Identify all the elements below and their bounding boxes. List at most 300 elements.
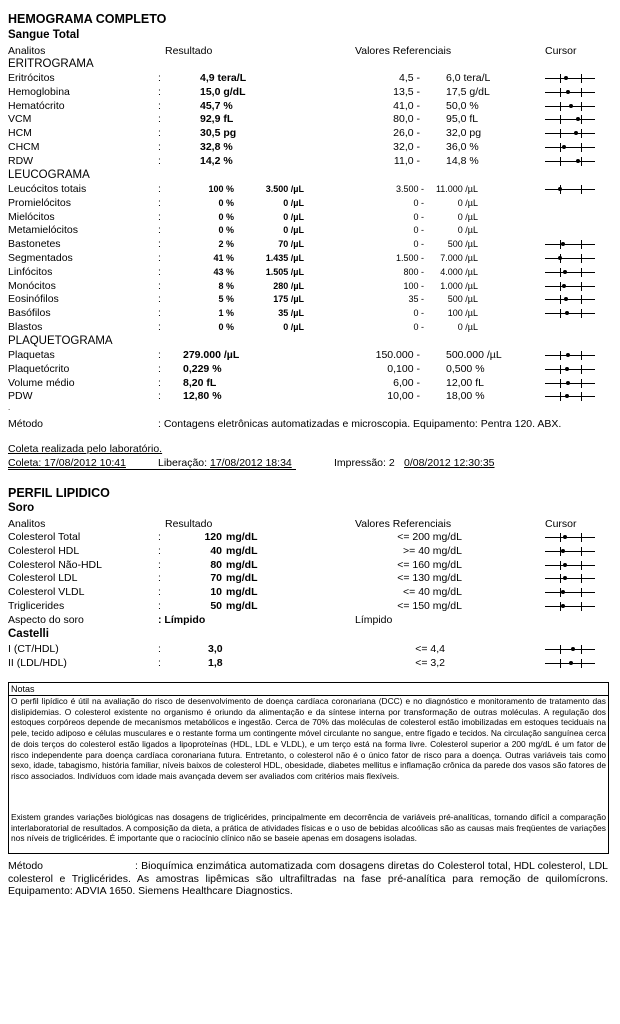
ref-low: 0 - <box>413 322 424 332</box>
cursor-tick <box>560 561 561 570</box>
ref-value: <= 200 mg/dL <box>397 531 462 543</box>
ref-high: 4.000 /µL <box>440 266 478 277</box>
ref-low: 4,5 - <box>398 72 420 84</box>
cursor-tick <box>581 588 582 597</box>
castelli-ref: <= 3,2 <box>415 656 445 669</box>
ref-value: >= 40 mg/dL <box>403 544 462 557</box>
analito-percent: 0 % <box>218 197 234 208</box>
colon: : <box>158 376 161 389</box>
analito-name: Hematócrito <box>8 99 65 112</box>
notes-box <box>8 682 609 854</box>
cursor-gauge <box>545 561 595 570</box>
coleta-underline <box>8 469 296 470</box>
section-leucograma: LEUCOGRAMA <box>8 169 90 181</box>
cursor-line <box>545 396 595 397</box>
analito-percent: 100 % <box>208 184 234 194</box>
analito-name: Monócitos <box>8 279 56 292</box>
cursor-gauge <box>545 143 595 152</box>
cursor-tick <box>560 574 561 583</box>
cursor-line <box>545 189 595 190</box>
analito-name: Mielócitos <box>8 210 55 223</box>
cursor-tick <box>560 309 561 318</box>
impressao-datetime: 0/08/2012 12:30:35 <box>404 457 495 469</box>
cursor-marker <box>574 131 578 135</box>
ref-high: 7.000 /µL <box>440 253 478 263</box>
ref-high: 14,8 % <box>446 154 479 167</box>
cursor-marker <box>563 576 567 580</box>
cursor-line <box>545 592 595 593</box>
ref-low: 0 - <box>413 211 424 222</box>
analito-absolute: 70 /µL <box>278 239 304 250</box>
ref-low: 6,00 - <box>393 376 420 389</box>
cursor-line <box>545 565 595 566</box>
lip-metodo-label: Método <box>8 860 44 872</box>
cursor-tick <box>581 88 582 97</box>
analito-absolute: 1.505 /µL <box>265 266 304 277</box>
ref-high: 17,5 g/dL <box>446 85 490 98</box>
cursor-marker <box>576 159 580 163</box>
castelli-ref: <= 4,4 <box>415 643 445 655</box>
colon: : <box>158 252 161 264</box>
colon: : <box>158 127 161 140</box>
analito-result: 80 <box>210 558 222 571</box>
cursor-marker <box>561 242 565 246</box>
analito-name: Eosinófilos <box>8 293 59 306</box>
analito-absolute: 0 /µL <box>283 225 304 236</box>
cursor-line <box>545 606 595 607</box>
analito-unit: mg/dL <box>226 531 258 543</box>
analito-percent: 0 % <box>218 211 234 222</box>
cursor-gauge <box>545 240 595 249</box>
cursor-marker <box>576 117 580 121</box>
castelli-name: II (LDL/HDL) <box>8 656 67 669</box>
cursor-gauge <box>545 268 595 277</box>
ref-low: 10,00 - <box>387 390 420 403</box>
analito-result: 40 <box>210 544 222 557</box>
cursor-tick <box>581 282 582 291</box>
cursor-line <box>545 383 595 384</box>
cursor-tick <box>581 143 582 152</box>
cursor-gauge <box>545 659 595 668</box>
colon: : <box>158 85 161 98</box>
colon: : <box>158 572 161 585</box>
cursor-tick <box>581 74 582 83</box>
analito-name: Colesterol HDL <box>8 544 80 557</box>
cursor-line <box>545 578 595 579</box>
ref-low: 11,0 - <box>393 154 420 167</box>
analito-absolute: 35 /µL <box>278 308 304 319</box>
colon: : <box>158 390 161 403</box>
analito-name: VCM <box>8 113 32 126</box>
cursor-tick <box>581 240 582 249</box>
castelli-name: I (CT/HDL) <box>8 643 59 655</box>
analito-percent: 0 % <box>218 225 234 236</box>
analito-name: Blastos <box>8 321 43 333</box>
cursor-marker <box>563 270 567 274</box>
analito-result: 30,5 pg <box>200 127 237 140</box>
cursor-tick <box>581 185 582 194</box>
analito-name: Metamielócitos <box>8 224 79 237</box>
aspecto-label: Aspecto do soro <box>8 614 84 626</box>
cursor-marker <box>558 187 562 191</box>
cursor-gauge <box>545 74 595 83</box>
cursor-gauge <box>545 602 595 611</box>
analito-name: Colesterol Total <box>8 531 81 543</box>
cursor-line <box>545 649 595 650</box>
analito-name: Segmentados <box>8 252 73 264</box>
cursor-gauge <box>545 129 595 138</box>
ref-high: 500 /µL <box>447 239 478 250</box>
analito-absolute: 3.500 /µL <box>265 184 304 194</box>
lip-header-resultado: Resultado <box>165 518 213 530</box>
impressao-label: Impressão: 2 <box>334 457 395 469</box>
analito-name: Plaquetócrito <box>8 362 70 375</box>
cursor-tick <box>560 351 561 360</box>
cursor-gauge <box>545 157 595 166</box>
cursor-tick <box>560 379 561 388</box>
analito-result: 14,2 % <box>200 154 233 167</box>
analito-result: 32,8 % <box>200 141 233 153</box>
cursor-tick <box>560 268 561 277</box>
cursor-marker <box>563 563 567 567</box>
cursor-line <box>545 258 595 259</box>
analito-name: HCM <box>8 127 32 140</box>
cursor-gauge <box>545 115 595 124</box>
analito-unit: mg/dL <box>226 558 258 571</box>
coleta-datetime: Coleta: 17/08/2012 10:41 <box>8 457 126 469</box>
colon: : <box>158 586 161 599</box>
analito-absolute: 0 /µL <box>283 211 304 222</box>
analito-absolute: 0 /µL <box>283 197 304 208</box>
header-cursor: Cursor <box>545 45 577 57</box>
cursor-tick <box>560 115 561 124</box>
ref-high: 50,0 % <box>446 99 479 112</box>
cursor-tick <box>560 282 561 291</box>
header-valores-referenciais: Valores Referenciais <box>355 45 452 57</box>
analito-percent: 1 % <box>218 308 234 319</box>
ref-high: 0,500 % <box>446 362 485 375</box>
ref-high: 11.000 /µL <box>435 184 478 194</box>
cursor-tick <box>581 533 582 542</box>
ref-low: 800 - <box>403 266 424 277</box>
analito-name: Colesterol Não-HDL <box>8 558 102 571</box>
cursor-line <box>545 313 595 314</box>
analito-name: Basófilos <box>8 307 51 320</box>
cursor-gauge <box>545 379 595 388</box>
cursor-gauge <box>545 185 595 194</box>
cursor-tick <box>581 547 582 556</box>
analito-name: CHCM <box>8 141 40 153</box>
cursor-gauge <box>545 588 595 597</box>
section-plaquetograma: PLAQUETOGRAMA <box>8 335 113 347</box>
analito-name: Hemoglobina <box>8 85 70 98</box>
colon: : <box>158 656 161 669</box>
analito-result: 70 <box>210 572 222 585</box>
cursor-marker <box>563 535 567 539</box>
analito-name: Linfócitos <box>8 265 53 278</box>
ref-value: <= 160 mg/dL <box>397 558 462 571</box>
analito-name: Bastonetes <box>8 238 61 251</box>
cursor-gauge <box>545 102 595 111</box>
cursor-gauge <box>545 88 595 97</box>
cursor-tick <box>581 102 582 111</box>
cursor-tick <box>581 268 582 277</box>
header-resultado: Resultado <box>165 45 213 57</box>
analito-name: RDW <box>8 154 34 167</box>
ref-high: 1.000 /µL <box>440 280 478 291</box>
colon: : <box>158 321 161 333</box>
cursor-tick <box>581 157 582 166</box>
colon: : <box>158 265 161 278</box>
ref-high: 6,0 tera/L <box>446 72 491 84</box>
ref-low: 0 - <box>413 225 424 236</box>
cursor-marker <box>565 367 569 371</box>
lip-header-valores: Valores Referenciais <box>355 518 452 530</box>
analito-percent: 8 % <box>218 280 234 291</box>
cursor-line <box>545 551 595 552</box>
colon: : <box>158 293 161 306</box>
ref-high: 100 /µL <box>447 308 478 319</box>
analito-absolute: 1.435 /µL <box>265 253 304 263</box>
ref-high: 12,00 fL <box>446 376 484 389</box>
ref-low: 32,0 - <box>393 141 420 153</box>
colon: : <box>158 643 161 655</box>
analito-name: Promielócitos <box>8 196 72 209</box>
castelli-title: Castelli <box>8 628 49 640</box>
analito-name: Triglicerides <box>8 600 65 612</box>
cursor-tick <box>581 645 582 654</box>
ref-low: 26,0 - <box>393 127 420 140</box>
cursor-gauge <box>545 254 595 263</box>
cursor-marker <box>565 311 569 315</box>
colon: : <box>158 600 161 612</box>
colon: : <box>158 113 161 126</box>
cursor-line <box>545 147 595 148</box>
cursor-line <box>545 369 595 370</box>
liberacao-label: Liberação: <box>158 457 208 469</box>
colon: : <box>158 531 161 543</box>
analito-result: 279.000 /µL <box>183 349 240 361</box>
analito-result: 4,9 tera/L <box>200 72 247 84</box>
cursor-tick <box>581 295 582 304</box>
analito-percent: 43 % <box>213 266 234 277</box>
cursor-marker <box>558 256 562 260</box>
lip-metodo-text: : Bioquímica enzimática automatizada com dosagens diretas do Colesterol total, HDL colesterol, LDL colesterol e Triglicérides. As amostras lipêmicas são ultrafiltradas na fase pré-analítica para remoção de quilomícrons. Equipamento: ADVIA 1650. Siemens Healthcare Diagnostics. <box>8 860 608 897</box>
colon: : <box>158 196 161 209</box>
cursor-gauge <box>545 547 595 556</box>
ref-high: 0 /µL <box>457 322 478 332</box>
hemo-metodo-text: : Contagens eletrônicas automatizadas e microscopia. Equipamento: Pentra 120. ABX. <box>158 418 562 430</box>
notes-header: Notas <box>9 683 608 696</box>
analito-name: Plaquetas <box>8 349 55 361</box>
colon: : <box>158 210 161 223</box>
lip-metodo <box>8 860 608 898</box>
cursor-gauge <box>545 645 595 654</box>
analito-unit: mg/dL <box>226 586 258 599</box>
cursor-tick <box>560 659 561 668</box>
cursor-line <box>545 161 595 162</box>
cursor-tick <box>560 74 561 83</box>
cursor-tick <box>560 533 561 542</box>
analito-result: 120 <box>204 531 222 543</box>
colon: : <box>158 224 161 237</box>
header-analitos: Analitos <box>8 45 46 57</box>
colon: : <box>158 99 161 112</box>
ref-value: <= 150 mg/dL <box>397 600 462 612</box>
cursor-tick <box>581 392 582 401</box>
cursor-gauge <box>545 574 595 583</box>
colon: : <box>158 558 161 571</box>
analito-absolute: 280 /µL <box>273 280 304 291</box>
cursor-tick <box>581 254 582 263</box>
cursor-tick <box>560 102 561 111</box>
hemograma-title: HEMOGRAMA COMPLETO <box>8 12 167 26</box>
cursor-tick <box>581 129 582 138</box>
ref-high: 32,0 pg <box>446 127 482 140</box>
colon: : <box>158 307 161 320</box>
analito-name: Leucócitos totais <box>8 183 87 195</box>
cursor-marker <box>561 549 565 553</box>
coleta-note: Coleta realizada pelo laboratório. <box>8 443 163 455</box>
notes-paragraph-2: Existem grandes variações biológicas nas dosagens de triglicérides, principalmente em decorrência de variáveis pré-analíticas, tornando difícil a comparação interlaboratorial de resultados. A composição da dieta, a prática de atividades físicas e o uso de bebidas alcoólicas são as causas mais freqüentes de variações nos níveis de triglicérides. É importante que o raciocínio clínico não se baseie apenas em dosagens isoladas. <box>11 812 606 844</box>
analito-name: Eritrócitos <box>8 72 55 84</box>
aspecto-ref: Límpido <box>355 614 393 626</box>
cursor-tick <box>560 129 561 138</box>
colon: : <box>158 183 161 195</box>
analito-result: 50 <box>210 600 222 612</box>
ref-high: 0 /µL <box>457 225 478 236</box>
cursor-line <box>545 119 595 120</box>
ref-high: 18,00 % <box>446 390 485 403</box>
cursor-marker <box>566 90 570 94</box>
cursor-tick <box>581 574 582 583</box>
cursor-marker <box>561 604 565 608</box>
cursor-gauge <box>545 351 595 360</box>
castelli-value: 1,8 <box>208 656 223 669</box>
lip-header-cursor: Cursor <box>545 518 577 530</box>
analito-name: Colesterol VLDL <box>8 586 85 599</box>
ref-low: 3.500 - <box>395 184 424 194</box>
cursor-tick <box>560 157 561 166</box>
ref-low: 0 - <box>413 308 424 319</box>
ref-low: 35 - <box>408 294 424 305</box>
cursor-gauge <box>545 392 595 401</box>
cursor-marker <box>566 381 570 385</box>
ref-high: 0 /µL <box>457 197 478 208</box>
colon: : <box>158 72 161 84</box>
ref-high: 36,0 % <box>446 141 479 153</box>
ref-low: 0 - <box>413 239 424 250</box>
separator-dot: . <box>8 403 11 412</box>
cursor-marker <box>569 661 573 665</box>
analito-result: 8,20 fL <box>183 376 217 389</box>
cursor-line <box>545 299 595 300</box>
colon: : <box>158 362 161 375</box>
cursor-line <box>545 92 595 93</box>
colon: : <box>158 544 161 557</box>
cursor-marker <box>562 284 566 288</box>
cursor-tick <box>560 365 561 374</box>
cursor-tick <box>560 645 561 654</box>
analito-result: 0,229 % <box>183 362 222 375</box>
cursor-line <box>545 286 595 287</box>
ref-low: 0,100 - <box>387 362 420 375</box>
notes-paragraph-1: O perfil lipídico é útil na avaliação do risco de desenvolvimento de doença cardíaca coronariana (DCC) e no diagnóstico e monitoramento de tratamento das dislipidemias. O colesterol existente no organismo é oriundo da alimentação e da síntese interna por transformação de outras moléculas. A regulação dos estoques corpóreos depende de mecanismos metabólicos e ingestão. Cerca de 70% das moléculas de colesterol estão imobilizadas em estoques teciduais na pele, tecido adiposo e células musculares e o restante forma um contingente móvel circulante no sangue, entre fígado e tecidos. Na circulação sanguínea cerca de dois terços do colesterol estão ligados a lipoproteínas (HDL, LDL e VLDL), e um terço está na forma livre. Colesterol superior a 200 mg/dL é um fator de risco independente para doença cardíaca coronariana futura. Entretanto, o colesterol não é o único fator de risco para a doença. Outras variáveis tais como sexo, idade, tabagismo, história familiar, níveis baixos de colesterol HDL, obesidade, diabetes mellitus e inflamação crônica da parede dos vasos são fatores de risco associados. Indivíduos com idade mais avançada devem ser avaliados com critérios mais flexíveis. <box>11 696 606 781</box>
analito-unit: mg/dL <box>226 572 258 585</box>
ref-high: 500.000 /µL <box>446 349 502 361</box>
cursor-line <box>545 133 595 134</box>
liberacao-datetime: 17/08/2012 18:34 <box>210 457 292 469</box>
colon: : <box>158 279 161 292</box>
cursor-marker <box>571 647 575 651</box>
analito-percent: 41 % <box>213 253 234 263</box>
cursor-tick <box>560 295 561 304</box>
hemo-metodo-label: Método <box>8 418 44 430</box>
cursor-marker <box>566 353 570 357</box>
ref-low: 1.500 - <box>395 253 424 263</box>
section-eritrograma: ERITROGRAMA <box>8 58 94 70</box>
cursor-line <box>545 272 595 273</box>
analito-unit: mg/dL <box>226 600 258 612</box>
cursor-gauge <box>545 282 595 291</box>
analito-result: 45,7 % <box>200 99 233 112</box>
cursor-line <box>545 244 595 245</box>
hemograma-subtitle: Sangue Total <box>8 29 80 41</box>
cursor-marker <box>569 104 573 108</box>
cursor-marker <box>565 394 569 398</box>
cursor-tick <box>581 115 582 124</box>
ref-value: <= 130 mg/dL <box>397 572 462 585</box>
cursor-line <box>545 355 595 356</box>
analito-result: 12,80 % <box>183 390 222 403</box>
castelli-value: 3,0 <box>208 643 223 655</box>
analito-absolute: 175 /µL <box>273 294 304 305</box>
analito-percent: 0 % <box>218 322 234 332</box>
ref-value: <= 40 mg/dL <box>403 586 462 599</box>
cursor-marker <box>564 76 568 80</box>
ref-low: 41,0 - <box>393 99 420 112</box>
cursor-tick <box>581 365 582 374</box>
cursor-tick <box>560 88 561 97</box>
ref-high: 500 /µL <box>447 294 478 305</box>
colon: : <box>158 238 161 251</box>
lipidico-title: PERFIL LIPIDICO <box>8 486 110 500</box>
ref-low: 100 - <box>403 280 424 291</box>
ref-low: 13,5 - <box>393 85 420 98</box>
cursor-line <box>545 537 595 538</box>
ref-low: 0 - <box>413 197 424 208</box>
analito-result: 10 <box>210 586 222 599</box>
cursor-tick <box>581 659 582 668</box>
analito-result: 92,9 fL <box>200 113 234 126</box>
analito-name: PDW <box>8 390 33 403</box>
cursor-tick <box>581 309 582 318</box>
cursor-tick <box>581 379 582 388</box>
cursor-marker <box>562 145 566 149</box>
cursor-line <box>545 78 595 79</box>
analito-unit: mg/dL <box>226 544 258 557</box>
cursor-tick <box>581 561 582 570</box>
analito-absolute: 0 /µL <box>283 322 304 332</box>
colon: : <box>158 154 161 167</box>
ref-high: 95,0 fL <box>446 113 479 126</box>
analito-percent: 5 % <box>218 294 234 305</box>
cursor-tick <box>581 602 582 611</box>
cursor-gauge <box>545 295 595 304</box>
cursor-gauge <box>545 533 595 542</box>
cursor-marker <box>564 297 568 301</box>
analito-name: Volume médio <box>8 376 75 389</box>
